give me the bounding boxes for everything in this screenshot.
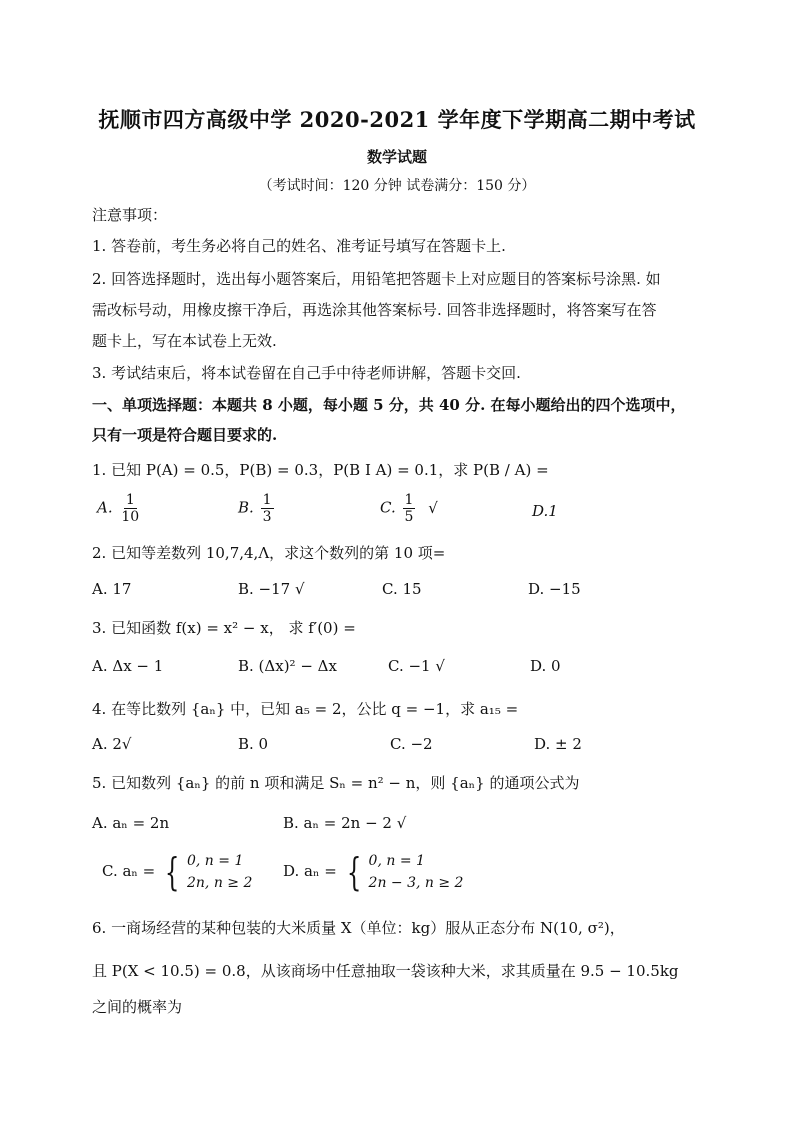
fraction: $\frac{1}{10}$ bbox=[121, 492, 140, 525]
piecewise-cases: 0, n = 1 2n − 3, n ≥ 2 bbox=[368, 853, 464, 891]
piecewise-cases: 0, n = 1 2n, n ≥ 2 bbox=[187, 853, 253, 891]
question-3-stem: 3. 已知函数 f(x) = x² − x， 求 f′(0) = bbox=[92, 619, 356, 637]
section-heading-line-1: 一、单项选择题：本题共 8 小题，每小题 5 分，共 40 分. 在每小题给出的四个选项中， bbox=[92, 396, 686, 414]
question-2-option-b: B. −17 √ bbox=[238, 580, 305, 598]
question-1-option-b: B. $\frac{1}{3}$ bbox=[238, 492, 272, 525]
question-2-option-d: D. −15 bbox=[528, 580, 581, 598]
question-3-option-d: D. 0 bbox=[530, 657, 561, 675]
exam-info: （考试时间：120 分钟 试卷满分：150 分） bbox=[258, 178, 536, 194]
question-3-option-b: B. (Δx)² − Δx bbox=[238, 657, 337, 675]
question-1-option-c: C. $\frac{1}{5}$ √ bbox=[380, 492, 438, 525]
answer-check-mark: √ bbox=[428, 498, 438, 517]
note-item-2-line-3: 题卡上，写在本试卷上无效. bbox=[92, 332, 277, 350]
question-2-option-c: C. 15 bbox=[382, 580, 422, 598]
note-item-2-line-1: 2. 回答选择题时，选出每小题答案后，用铅笔把答题卡上对应题目的答案标号涂黑. 如 bbox=[92, 270, 661, 288]
question-4-stem: 4. 在等比数列 {aₙ} 中，已知 a₅ = 2，公比 q = −1，求 a₁₅ = bbox=[92, 700, 519, 718]
question-5-stem: 5. 已知数列 {aₙ} 的前 n 项和满足 Sₙ = n² − n，则 {aₙ} 的通项公式为 bbox=[92, 774, 580, 792]
question-2-stem: 2. 已知等差数列 10,7,4,Λ，求这个数列的第 10 项= bbox=[92, 544, 446, 562]
left-brace: { bbox=[164, 850, 180, 894]
fraction: $\frac{1}{3}$ bbox=[262, 492, 272, 525]
question-5-option-c: C. aₙ = { 0, n = 1 2n, n ≥ 2 bbox=[102, 850, 253, 894]
question-6-stem-line-2: 且 P(X < 10.5) = 0.8，从该商场中任意抽取一袋该种大米，求其质量在 9.5 − 10.5kg bbox=[92, 962, 679, 980]
question-5-option-b: B. aₙ = 2n − 2 √ bbox=[283, 814, 407, 832]
question-1-option-a: A. $\frac{1}{10}$ bbox=[97, 492, 140, 525]
note-item-2-line-2: 需改标号动，用橡皮擦干净后，再选涂其他答案标号. 回答非选择题时，将答案写在答 bbox=[92, 301, 657, 319]
question-1-option-d: D.1 bbox=[532, 502, 558, 520]
question-6-stem-line-3: 之间的概率为 bbox=[92, 998, 183, 1016]
section-heading-line-2: 只有一项是符合题目要求的. bbox=[92, 426, 278, 444]
question-5-option-a: A. aₙ = 2n bbox=[92, 814, 170, 832]
left-brace: { bbox=[346, 850, 361, 894]
question-1-stem: 1. 已知 P(A) = 0.5，P(B) = 0.3，P(B I A) = 0.1，求 P(B / A) = bbox=[92, 461, 549, 479]
exam-title: 抚顺市四方高级中学 2020-2021 学年度下学期高二期中考试 bbox=[98, 107, 696, 132]
question-4-option-a: A. 2√ bbox=[92, 735, 132, 753]
question-4-option-c: C. −2 bbox=[390, 735, 433, 753]
note-item-1: 1. 答卷前，考生务必将自己的姓名、准考证号填写在答题卡上. bbox=[92, 237, 506, 255]
fraction: $\frac{1}{5}$ bbox=[404, 492, 414, 525]
exam-subject: 数学试题 bbox=[366, 148, 427, 166]
question-5-option-d: D. aₙ = { 0, n = 1 2n − 3, n ≥ 2 bbox=[283, 850, 464, 894]
question-2-option-a: A. 17 bbox=[92, 580, 132, 598]
notes-heading: 注意事项： bbox=[92, 206, 168, 224]
question-3-option-a: A. Δx − 1 bbox=[92, 657, 164, 675]
question-3-option-c: C. −1 √ bbox=[388, 657, 445, 675]
note-item-3: 3. 考试结束后，将本试卷留在自己手中待老师讲解，答题卡交回. bbox=[92, 364, 521, 382]
question-4-option-b: B. 0 bbox=[238, 735, 269, 753]
question-4-option-d: D. ± 2 bbox=[534, 735, 582, 753]
question-6-stem-line-1: 6. 一商场经营的某种包装的大米质量 X（单位：kg）服从正态分布 N(10, σ²)， bbox=[92, 919, 625, 937]
